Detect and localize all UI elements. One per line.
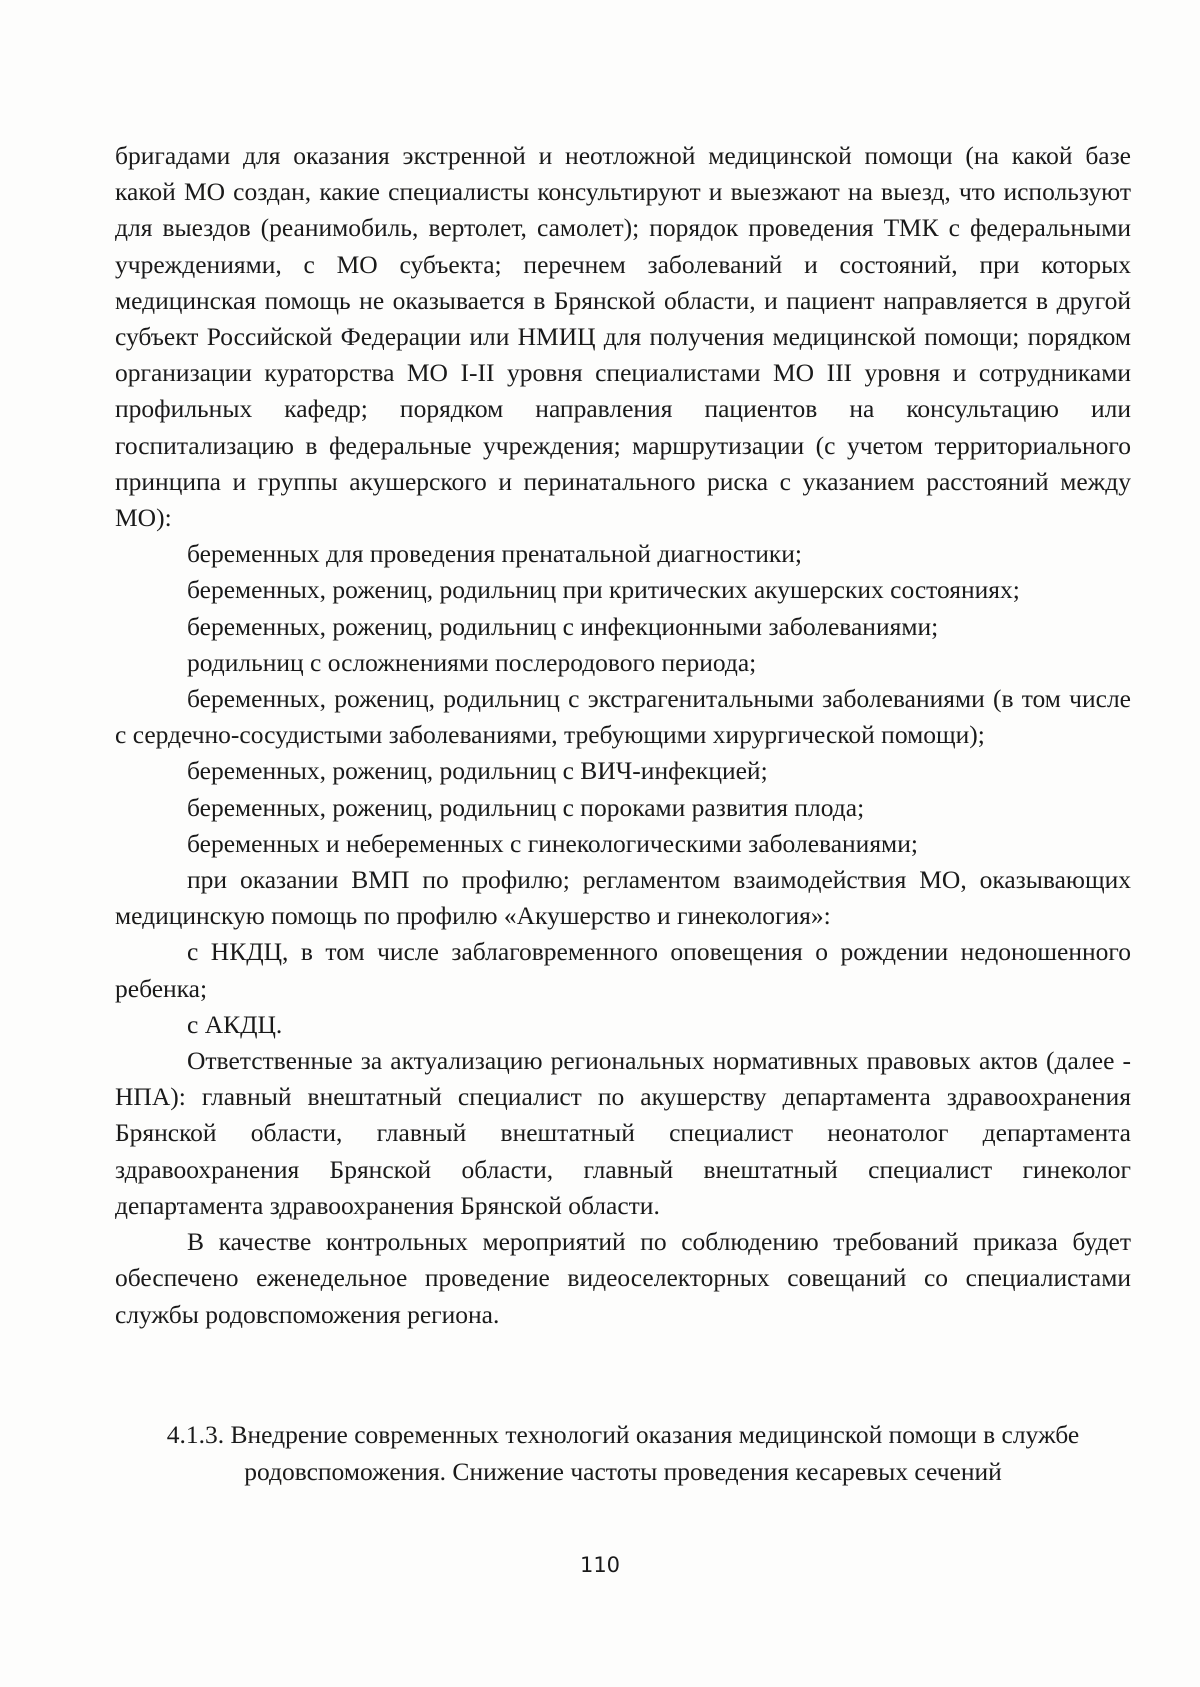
routing-item-nkdc: с НКДЦ, в том числе заблаговременного оповещения о рождении недоношенного ребенка; — [115, 937, 1131, 1003]
section-heading — [115, 1417, 1131, 1490]
routing-item-critical: беременных, рожениц, родильниц при критических акушерских состояниях; — [187, 575, 1020, 605]
routing-item-prenatal: беременных для проведения пренатальной диагностики; — [187, 539, 802, 569]
routing-item-malformations: беременных, рожениц, родильниц с пороками развития плода; — [187, 792, 865, 822]
intro-paragraph: бригадами для оказания экстренной и неотложной медицинской помощи (на какой базе какой МО создан, какие специалисты консультируют и выезжают на выезд, что используют для выездов (реанимобиль, вертолет, самолет); порядок проведения ТМК с федеральными учреждениями, с МО субъекта; перечнем заболеваний и состояний, при которых медицинская помощь не оказывается в Брянской области, и пациент направляется в другой субъект Российской Федерации или НМИЦ для получения медицинской помощи; порядком организации кураторства МО I-II уровня специалистами МО III уровня и сотрудниками профильных кафедр; порядком направления пациентов на консультацию или госпитализацию в федеральные учреждения; маршрутизации (с учетом территориального принципа и группы акушерского и перинатального риска с указанием расстояний между МО): — [115, 141, 1131, 533]
routing-item-vmp: при оказании ВМП по профилю; регламентом взаимодействия МО, оказывающих медицинскую помощь по профилю «Акушерство и гинекология»: — [115, 865, 1131, 931]
routing-item-gynecological: беременных и небеременных с гинекологическими заболеваниями; — [187, 828, 918, 858]
body-text — [115, 138, 1131, 1333]
routing-item-extragenital: беременных, рожениц, родильниц с экстрагенитальными заболеваниями (в том числе с сердечно-сосудистыми заболеваниями, требующими хирургической помощи); — [115, 684, 1131, 750]
section-heading-line1: 4.1.3. Внедрение современных технологий оказания медицинской помощи в службе — [166, 1420, 1080, 1449]
responsible-paragraph: Ответственные за актуализацию региональных нормативных правовых актов (далее - НПА): главный внештатный специалист по акушерству департамента здравоохранения Брянской области, главный внештатный специалист неонатолог департамента здравоохранения Брянской области, главный внештатный специалист гинеколог департамента здравоохранения Брянской области. — [115, 1046, 1131, 1220]
routing-item-postpartum: родильниц с осложнениями послеродового периода; — [187, 647, 757, 677]
section-heading-line2: родовспоможения. Снижение частоты проведения кесаревых сечений — [244, 1456, 1002, 1486]
routing-item-akdc: с АКДЦ. — [187, 1009, 283, 1039]
routing-item-infectious: беременных, рожениц, родильниц с инфекционными заболеваниями; — [187, 611, 939, 641]
routing-item-hiv: беременных, рожениц, родильниц с ВИЧ-инфекцией; — [187, 756, 768, 786]
control-paragraph: В качестве контрольных мероприятий по соблюдению требований приказа будет обеспечено еженедельное проведение видеоселекторных совещаний со специалистами службы родовспоможения региона. — [115, 1227, 1131, 1329]
page-number: 110 — [579, 1553, 621, 1577]
